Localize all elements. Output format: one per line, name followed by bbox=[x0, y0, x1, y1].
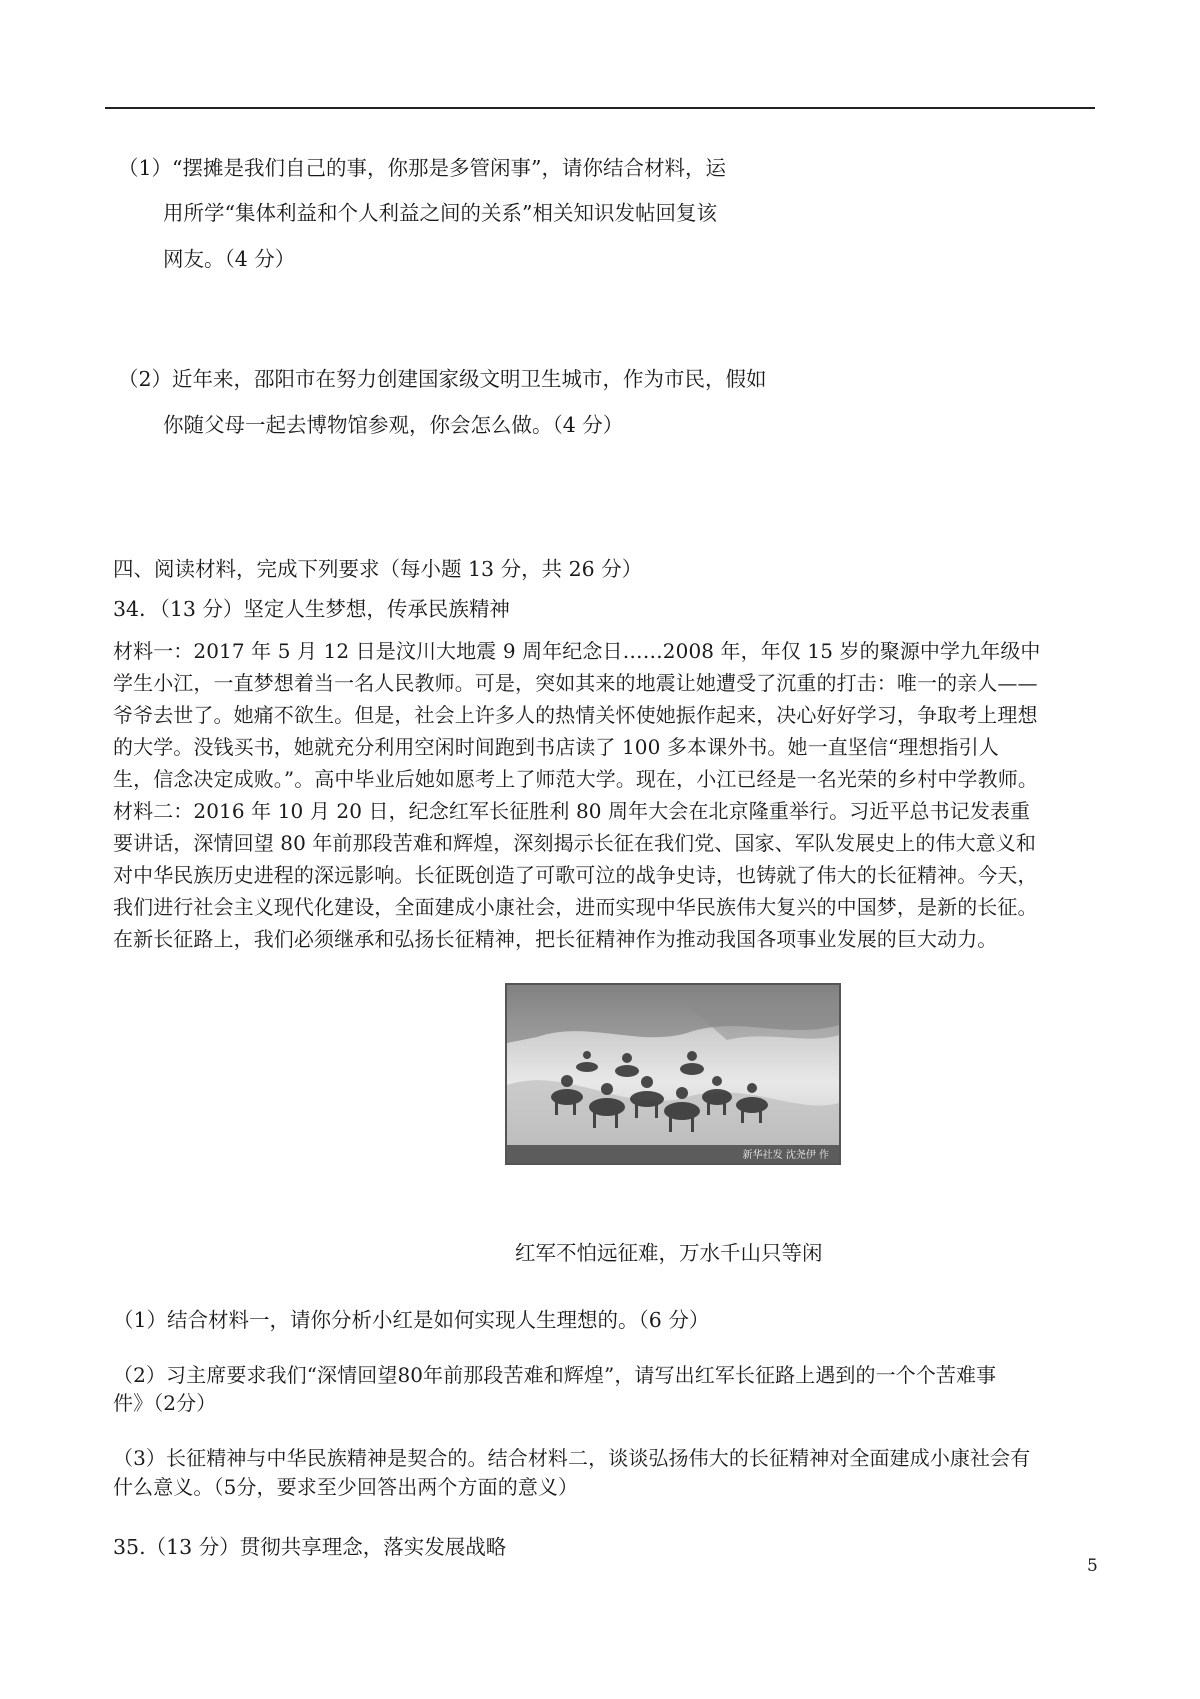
image-caption: 红军不怕远征难，万水千山只等闲 bbox=[515, 1241, 823, 1265]
material1-line-1: 材料一：2017 年 5 月 12 日是汶川大地震 9 周年纪念日……2008 年，年仅 15 岁的聚源中学九年级中 bbox=[113, 639, 1041, 663]
material1-line-2: 学生小江，一直梦想着当一名人民教师。可是，突如其来的地震让她遭受了沉重的打击：唯一的亲人—— bbox=[113, 671, 1038, 695]
material2-line-3: 对中华民族历史进程的深远影响。长征既创造了可歌可泣的战争史诗，也铸就了伟大的长征精神。今天， bbox=[113, 863, 1038, 887]
sub-question-3-line-1: （3）长征精神与中华民族精神是契合的。结合材料二，谈谈弘扬伟大的长征精神对全面建成小康社会有 bbox=[113, 1446, 1031, 1470]
sub-question-1: （1）结合材料一，请你分析小红是如何实现人生理想的。（6 分） bbox=[113, 1308, 710, 1332]
cavalry-illustration bbox=[507, 985, 839, 1163]
material2-line-2: 要讲话，深情回望 80 年前那段苦难和辉煌，深刻揭示长征在我们党、国家、军队发展史上的伟大意义和 bbox=[113, 831, 1036, 855]
section4-heading: 四、阅读材料，完成下列要求（每小题 13 分，共 26 分） bbox=[113, 557, 643, 581]
q34-title: 34．（13 分）坚定人生梦想，传承民族精神 bbox=[113, 597, 510, 621]
sub-question-2-line-2: 件》（2分） bbox=[113, 1391, 217, 1415]
q35-title: 35.（13 分）贯彻共享理念，落实发展战略 bbox=[113, 1535, 507, 1559]
q1-line-1: （1）“摆摊是我们自己的事，你那是多管闲事”，请你结合材料，运 bbox=[118, 156, 727, 180]
long-march-painting bbox=[505, 983, 841, 1165]
q2-line-2: 你随父母一起去博物馆参观，你会怎么做。（4 分） bbox=[163, 413, 624, 437]
sub-question-3-line-2: 什么意义。（5分，要求至少回答出两个方面的意义） bbox=[113, 1475, 579, 1499]
header-rule bbox=[105, 107, 1095, 109]
material1-line-5: 生，信念决定成败。”。高中毕业后她如愿考上了师范大学。现在，小江已经是一名光荣的乡村中学教师。 bbox=[113, 767, 1038, 791]
sub-question-2-line-1: （2）习主席要求我们“深情回望80年前那段苦难和辉煌”，请写出红军长征路上遇到的一个个苦难事 bbox=[113, 1363, 997, 1387]
material1-line-3: 爷爷去世了。她痛不欲生。但是，社会上许多人的热情关怀使她振作起来，决心好好学习，争取考上理想 bbox=[113, 703, 1038, 727]
material2-line-4: 我们进行社会主义现代化建设，全面建成小康社会，进而实现中华民族伟大复兴的中国梦，是新的长征。 bbox=[113, 895, 1038, 919]
painting-inscription: 新华社发 沈尧伊 作 bbox=[742, 1150, 829, 1161]
material1-line-4: 的大学。没钱买书，她就充分利用空闲时间跑到书店读了 100 多本课外书。她一直坚信“理想指引人 bbox=[113, 735, 999, 759]
q1-line-3: 网友。（4 分） bbox=[163, 247, 296, 271]
material2-line-5: 在新长征路上，我们必须继承和弘扬长征精神，把长征精神作为推动我国各项事业发展的巨大动力。 bbox=[113, 927, 998, 951]
q1-line-2: 用所学“集体利益和个人利益之间的关系”相关知识发帖回复该 bbox=[163, 201, 717, 225]
q2-line-1: （2）近年来，邵阳市在努力创建国家级文明卫生城市，作为市民，假如 bbox=[118, 367, 767, 391]
page-number: 5 bbox=[1087, 1556, 1098, 1576]
material2-line-1: 材料二：2016 年 10 月 20 日，纪念红军长征胜利 80 周年大会在北京隆重举行。习近平总书记发表重 bbox=[113, 799, 1031, 823]
painting-caption-strip bbox=[507, 1145, 839, 1163]
